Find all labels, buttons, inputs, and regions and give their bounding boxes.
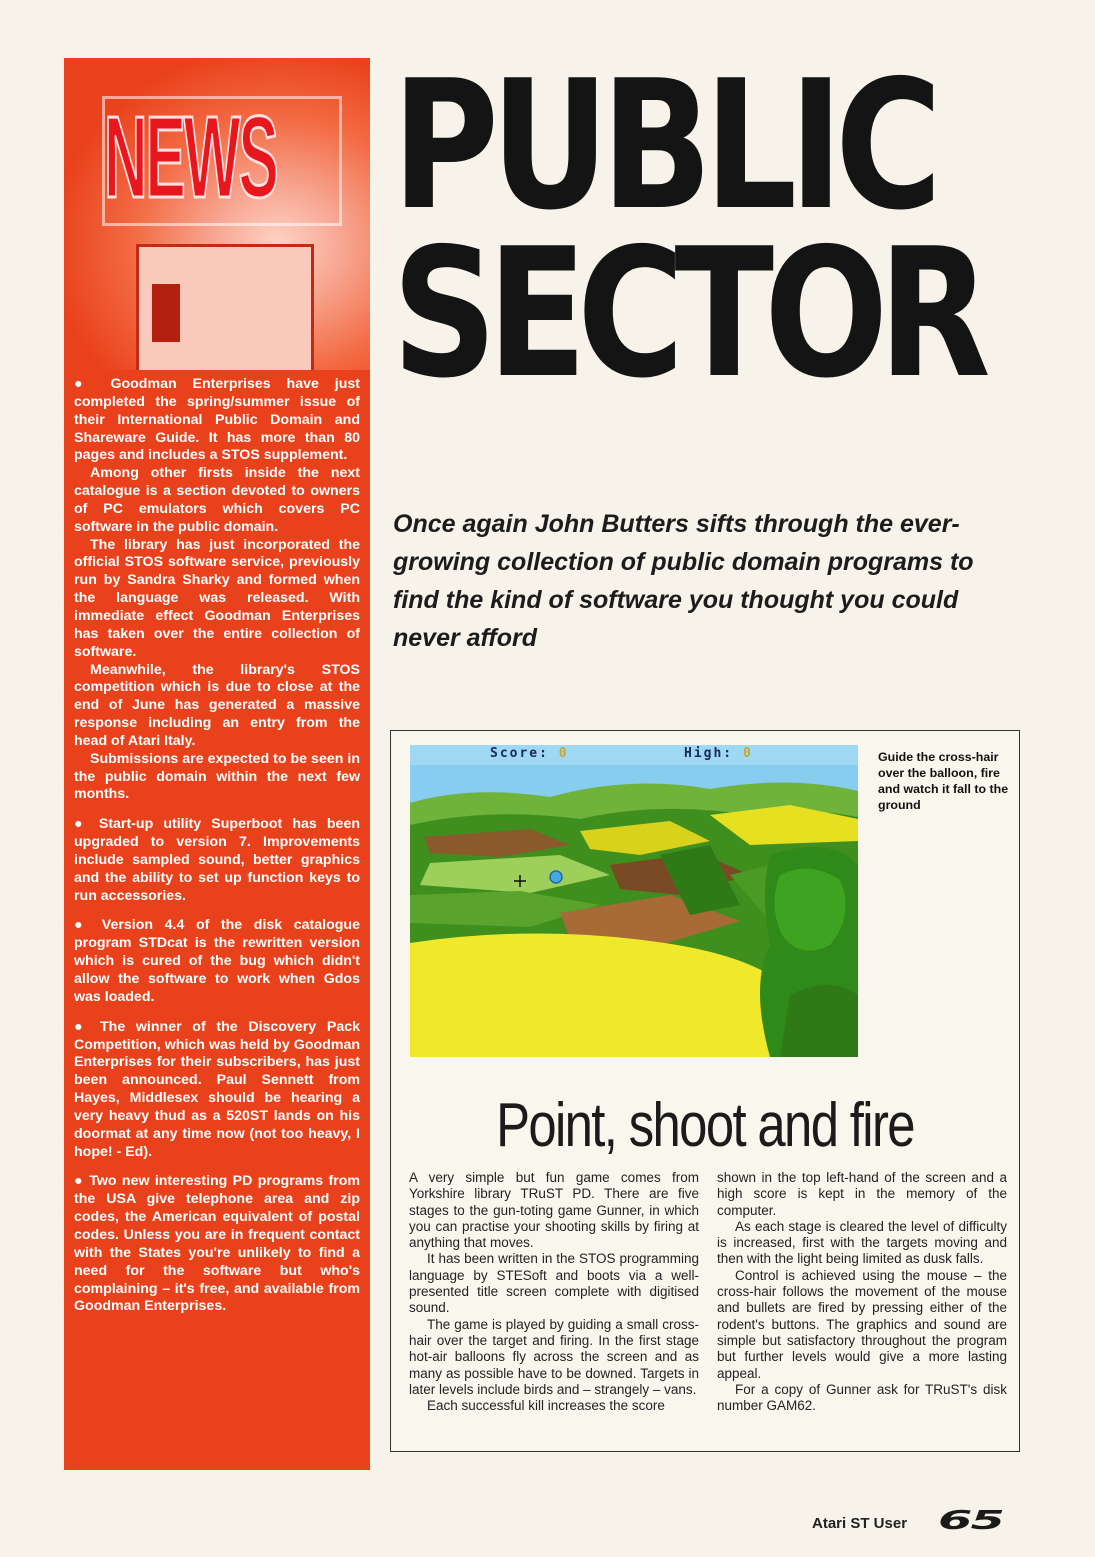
score-label: Score: (490, 746, 549, 761)
news-paragraph: Among other firsts inside the next catalogue is a section devoted to owners of PC emulators which covers PC software in the public domain. (74, 465, 360, 535)
news-paragraph: ● The winner of the Discovery Pack Competition, which was held by Goodman Enterprises for their subscribers, has just been announced. Paul Sennett from Hayes, Middlesex should be hearing a very heavy thud as a 520ST lands on his doormat at any time now (not too heavy, I hope! - Ed). (74, 1018, 360, 1160)
news-column (64, 58, 370, 1470)
headline-line-1: PUBLIC (392, 42, 934, 249)
landscape-illustration (410, 745, 858, 1057)
news-items (74, 376, 360, 1316)
floppy-disk-slot (152, 284, 180, 342)
headline (392, 42, 1032, 417)
body-column-right (717, 1170, 1007, 1414)
body-paragraph: It has been written in the STOS programming language by STESoft and boots via a well-presented title screen complete with digitised sound. (409, 1251, 699, 1316)
news-paragraph: Meanwhile, the library's STOS competition which is due to close at the end of June has generated a massive response including an entry from the head of Atari Italy. (74, 661, 360, 749)
page-footer (812, 1508, 1022, 1538)
news-paragraph: ● Start-up utility Superboot has been upgraded to version 7. Improvements include sampled sound, better graphics and the ability to set up function keys to run accessories. (74, 816, 360, 904)
body-paragraph: As each stage is cleared the level of difficulty is increased, first with the targets moving and then with the light being limited as dusk falls. (717, 1218, 1007, 1267)
body-paragraph: The game is played by guiding a small cross-hair over the target and firing. In the first stage hot-air balloons fly across the screen and as many as possible have to be downed. Targets in later levels include birds and – strangely – vans. (409, 1316, 699, 1397)
news-banner (64, 58, 370, 370)
news-paragraph: ● Two new interesting PD programs from the USA give telephone area and zip codes, the American equivalent of postal codes. Unless you are in frequent contact with the States you're unlikely to find a need for the software but who's complaining – it's free, and available from Goodman Enterprises. (74, 1173, 360, 1315)
body-column-left (409, 1170, 699, 1414)
feature-title: Point, shoot and fire (496, 1091, 914, 1160)
headline-line-2: SECTOR (392, 210, 981, 417)
high-label: High: (684, 746, 734, 761)
score-readout (490, 746, 569, 761)
page-number: 65 (938, 1506, 1003, 1536)
high-value: 0 (742, 746, 753, 761)
news-paragraph: The library has just incorporated the official STOS software service, previously run by Sandra Sharky and formed when the language was released. With immediate effect Goodman Enterprises has taken over the entire collection of software. (74, 536, 360, 660)
standfirst: Once again John Butters sifts through the ever-growing collection of public domain programs to find the kind of software you thought you could never afford (393, 510, 974, 652)
body-paragraph: shown in the top left-hand of the screen and a high score is kept in the memory of the computer. (717, 1170, 1007, 1218)
body-paragraph: Each successful kill increases the score (427, 1398, 665, 1414)
body-paragraph: For a copy of Gunner ask for TRuST's disk number GAM62. (717, 1381, 1007, 1414)
news-title: NEWS (104, 92, 277, 222)
news-paragraph: ● Version 4.4 of the disk catalogue program STDcat is the rewritten version which is cured of the bug which didn't allow the software to work when Gdos was loaded. (74, 917, 360, 1005)
body-paragraph: Control is achieved using the mouse – the cross-hair follows the movement of the mouse and bullets are fired by pressing either of the rodent's buttons. The graphics and sound are simple but satisfactory throughout the program but further levels would give a more lasting appeal. (717, 1267, 1007, 1381)
news-paragraph: Submissions are expected to be seen in the public domain within the next few months. (74, 750, 360, 803)
game-screenshot (410, 745, 858, 1057)
body-paragraph: A very simple but fun game comes from Yorkshire library TRuST PD. There are five stages to the gun-toting game Gunner, in which you can practise your shooting skills by firing at anything that moves. (409, 1170, 699, 1251)
magazine-name: Atari ST User (812, 1515, 908, 1532)
high-score-readout (684, 746, 753, 761)
score-value: 0 (558, 746, 569, 761)
news-paragraph: ● Goodman Enterprises have just completed the spring/summer issue of their International Public Domain and Shareware Guide. It has more than 80 pages and includes a STOS supplement. (74, 376, 360, 464)
feature-box (390, 730, 1020, 1452)
screenshot-caption: Guide the cross-hair over the balloon, fire and watch it fall to the ground (878, 750, 1009, 812)
